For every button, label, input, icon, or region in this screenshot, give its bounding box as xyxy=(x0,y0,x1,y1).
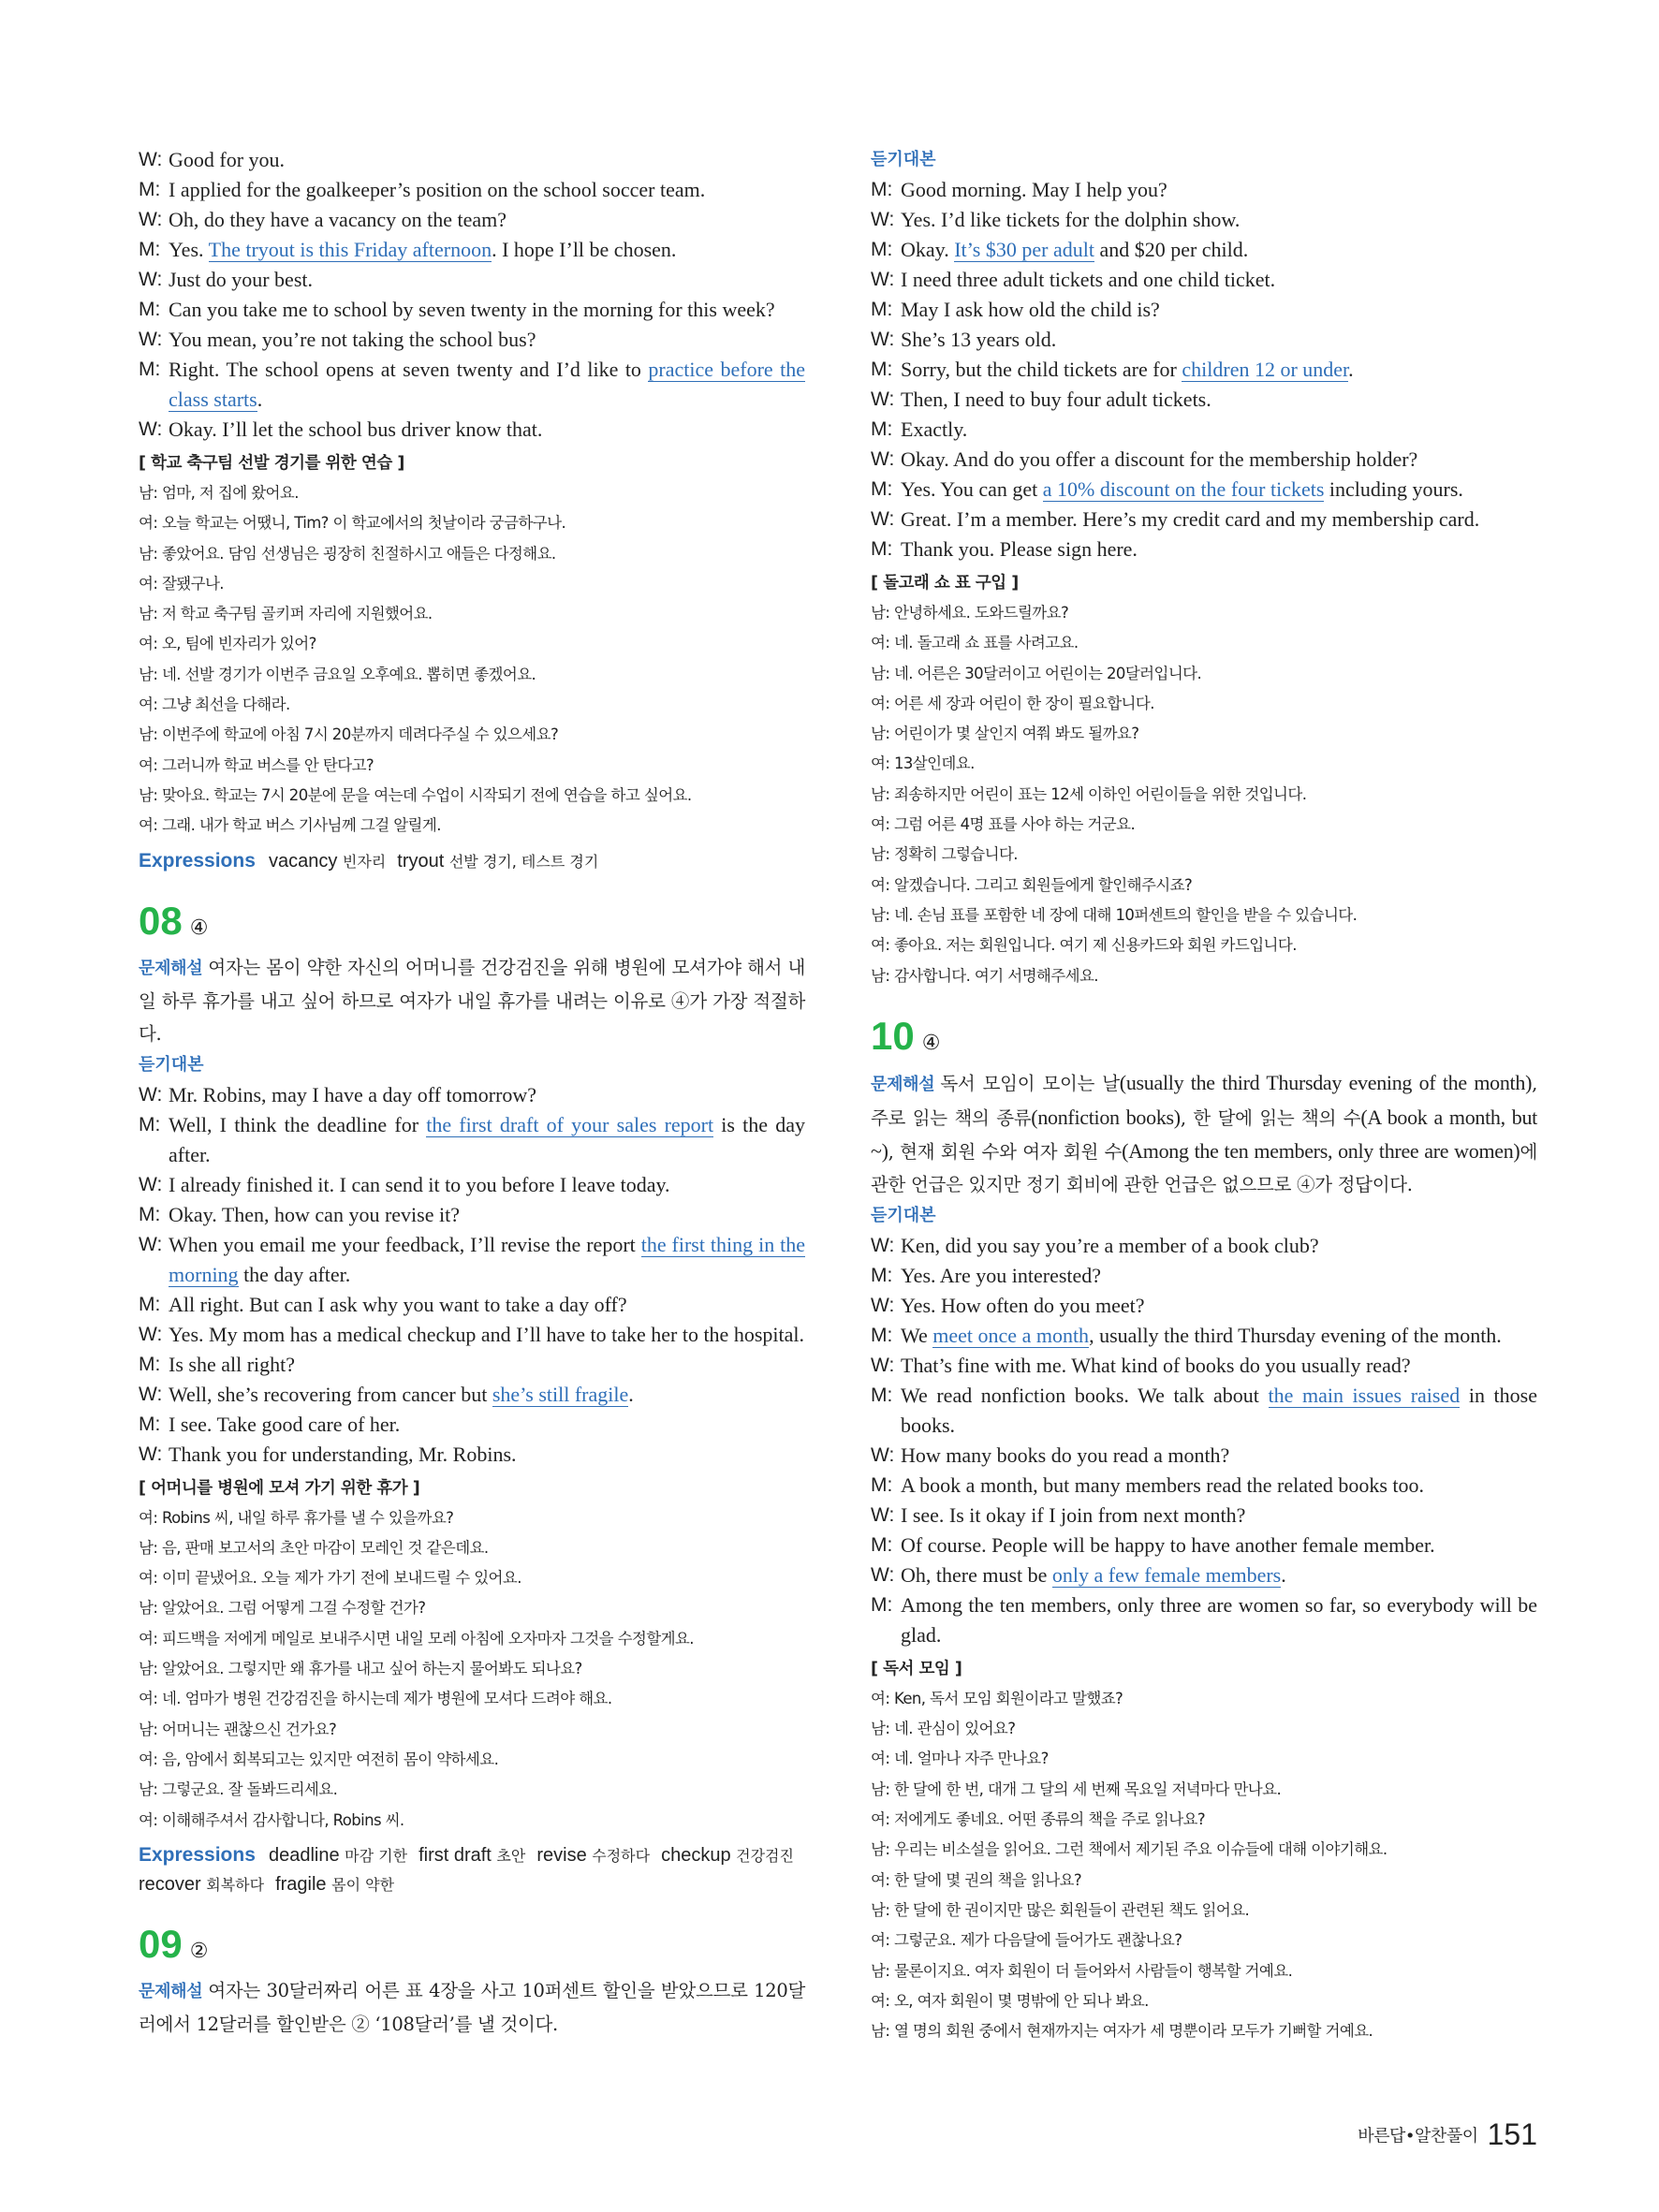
dialogue-text: Sorry, but the child tickets are for xyxy=(901,358,1182,381)
translation-line: 여: 알겠습니다. 그리고 회원들에게 할인해주시죠? xyxy=(871,875,1193,894)
explanation-fragment: , 현재 회원 수와 여자 회원 수 xyxy=(888,1140,1123,1163)
speaker-label: W: xyxy=(139,1323,163,1345)
dialogue-text: Right. The school opens at seven twenty and I’d like to xyxy=(169,358,649,381)
expression-term: tryout xyxy=(397,850,449,872)
dialogue-text: Can you take me to school by seven twenty in the morning for this week? xyxy=(169,298,775,321)
dialogue-line xyxy=(871,355,1537,385)
speaker-label: W: xyxy=(871,448,895,470)
translation-line: 여: 그러니까 학교 버스를 안 탄다고? xyxy=(139,755,374,774)
explanation-fragment: , 한 달에 읽는 책의 수 xyxy=(1180,1106,1361,1129)
translation-line: 여: 이해해주셔서 감사합니다, Robins 씨. xyxy=(139,1810,404,1829)
book-title: 바른답•알찬풀이 xyxy=(1358,2126,1478,2146)
dialogue-text: including yours. xyxy=(1324,477,1463,501)
key-phrase: a 10% discount on the four tickets xyxy=(1042,477,1325,501)
expression-term: first draft xyxy=(418,1844,497,1866)
translation-line: 여: 그렇군요. 제가 다음달에 들어가도 괜찮나요? xyxy=(871,1931,1182,1950)
dialogue-text: We xyxy=(901,1323,933,1347)
explanation-label: 문제해설 xyxy=(871,1074,935,1094)
translation-title: [ 독서 모임 ] xyxy=(871,1659,962,1678)
key-phrase: only a few female members xyxy=(1051,1562,1282,1587)
dialogue-text: A book a month, but many members read the related books too. xyxy=(901,1472,1425,1497)
explanation-fragment: 독서 모임이 모이는 날 xyxy=(940,1072,1120,1094)
speaker-label: M: xyxy=(139,1113,161,1135)
translation-line: 남: 우리는 비소설을 읽어요. 그런 책에서 제기된 주요 이슈들에 대해 이야기해요. xyxy=(871,1840,1387,1859)
dialogue-line xyxy=(871,1531,1537,1560)
translation-line: 남: 이번주에 학교에 아침 7시 20분까지 데려다주실 수 있으세요? xyxy=(139,725,559,744)
speaker-label: M: xyxy=(871,418,893,440)
translation-line: 남: 엄마, 저 집에 왔어요. xyxy=(139,484,299,502)
key-phrase: It’s $30 per adult xyxy=(954,238,1094,261)
dialogue-line xyxy=(871,1231,1537,1261)
dialogue-text: I see. Take good care of her. xyxy=(169,1412,401,1436)
dialogue-text: We read nonfiction books. We talk about xyxy=(901,1383,1269,1407)
dialogue-line xyxy=(139,415,805,445)
dialogue-text: Just do your best. xyxy=(169,268,313,291)
question-10-header xyxy=(871,1013,1537,1066)
dialogue-text: . xyxy=(257,388,263,411)
speaker-label: M: xyxy=(139,179,161,200)
translation-line: 여: 네. 엄마가 병원 건강검진을 하시는데 제가 병원에 모셔다 드려야 해요. xyxy=(139,1690,612,1708)
dialogue-line xyxy=(871,415,1537,445)
dialogue-text: . xyxy=(1348,358,1354,381)
translation-line: 남: 죄송하지만 어린이 표는 12세 이하인 어린이들을 위한 것입니다. xyxy=(871,784,1307,803)
translation-line: 남: 네. 관심이 있어요? xyxy=(871,1720,1016,1738)
speaker-label: M: xyxy=(139,1413,161,1435)
dialogue-dolphin-show xyxy=(871,175,1537,564)
dialogue-line xyxy=(871,205,1537,235)
translation-line: 여: 한 달에 몇 권의 책을 읽나요? xyxy=(871,1870,1082,1889)
dialogue-10 xyxy=(871,1231,1537,1650)
translation-line: 여: 저에게도 좋네요. 어떤 종류의 책을 주로 읽나요? xyxy=(871,1810,1206,1829)
dialogue-line xyxy=(139,355,805,415)
dialogue-text: I applied for the goalkeeper’s position on the school soccer team. xyxy=(169,178,706,201)
dialogue-line xyxy=(871,385,1537,415)
dialogue-line xyxy=(139,175,805,205)
expression-term: fragile xyxy=(275,1873,332,1895)
speaker-label: W: xyxy=(871,1443,895,1466)
translation-line: 남: 물론이지요. 여자 회원이 더 들어와서 사람들이 행복할 거예요. xyxy=(871,1961,1293,1980)
translation-line: 남: 감사합니다. 여기 서명해주세요. xyxy=(871,966,1098,985)
speaker-label: W: xyxy=(871,1563,895,1586)
dialogue-line xyxy=(871,1261,1537,1291)
question-08-header xyxy=(139,898,805,951)
dialogue-text: She’s 13 years old. xyxy=(901,328,1057,351)
dialogue-text: I see. Is it okay if I join from next month? xyxy=(901,1502,1246,1527)
speaker-label: W: xyxy=(139,1233,163,1255)
translation-line: 남: 네. 손님 표를 포함한 네 장에 대해 10퍼센트의 할인을 받을 수 있습니다. xyxy=(871,905,1358,924)
dialogue-text: Yes. How often do you meet? xyxy=(901,1293,1145,1317)
explanation-fragment: (nonfiction books) xyxy=(1031,1105,1181,1129)
dialogue-text: Exactly. xyxy=(901,417,968,441)
dialogue-line xyxy=(871,265,1537,295)
translation-title: [ 돌고래 쇼 표 구입 ] xyxy=(871,574,1019,593)
dialogue-text: Oh, do they have a vacancy on the team? xyxy=(169,208,507,231)
translation-line: 남: 정확히 그렇습니다. xyxy=(871,845,1018,864)
key-phrase: the first draft of your sales report xyxy=(426,1112,714,1136)
dialogue-text: Good morning. May I help you? xyxy=(901,178,1167,201)
translation-line: 여: 그래. 내가 학교 버스 기사님께 그걸 알릴게. xyxy=(139,816,441,835)
dialogue-line xyxy=(139,1440,805,1470)
speaker-label: W: xyxy=(139,1083,163,1106)
dialogue-line xyxy=(139,1350,805,1380)
expression-meaning: 마감 기한 xyxy=(345,1846,408,1865)
dialogue-text: Yes. You can get xyxy=(901,477,1043,501)
translation-title: [ 학교 축구팀 선발 경기를 위한 연습 ] xyxy=(139,454,404,473)
dialogue-text: Yes. I’d like tickets for the dolphin show. xyxy=(901,208,1241,231)
dialogue-text: Yes. Are you interested? xyxy=(901,1263,1102,1287)
key-phrase: meet once a month xyxy=(932,1323,1090,1347)
speaker-label: W: xyxy=(871,1503,895,1526)
expressions-label: Expressions xyxy=(139,1843,256,1866)
dialogue-line xyxy=(139,1170,805,1200)
question-09-header xyxy=(139,1921,805,1974)
dialogue-line xyxy=(139,1230,805,1290)
right-column xyxy=(871,145,1537,2046)
expression-term: revise xyxy=(536,1844,593,1866)
translation-line: 여: 좋아요. 저는 회원입니다. 여기 제 신용카드와 회원 카드입니다. xyxy=(871,936,1297,955)
key-phrase: she’s still fragile xyxy=(492,1382,629,1406)
speaker-label: M: xyxy=(871,299,893,320)
explanation-text: 여자는 30달러짜리 어른 표 4장을 사고 10퍼센트 할인을 받았으므로 120달러에서 12달러를 할인받은 ② ‘108달러’를 낼 것이다. xyxy=(139,1979,805,2035)
expression-meaning: 빈자리 xyxy=(342,852,387,871)
speaker-label: M: xyxy=(139,239,161,260)
dialogue-text: When you email me your feedback, I’ll revise the report xyxy=(169,1232,641,1256)
dialogue-text: Among the ten members, only three are women so far, so everybody will be glad. xyxy=(901,1592,1537,1647)
dialogue-text: Mr. Robins, may I have a day off tomorrow? xyxy=(169,1082,537,1106)
translation-line: 남: 맞아요. 학교는 7시 20분에 문을 여는데 수업이 시작되기 전에 연습을 하고 싶어요. xyxy=(139,785,692,804)
dialogue-text: I need three adult tickets and one child ticket. xyxy=(901,268,1276,291)
translation-line: 남: 네. 선발 경기가 이번주 금요일 오후예요. 뽑히면 좋겠어요. xyxy=(139,665,536,683)
dialogue-text: Oh, there must be xyxy=(901,1562,1052,1587)
key-phrase: The tryout is this Friday afternoon xyxy=(208,238,492,261)
translation-line: 여: 어른 세 장과 어린이 한 장이 필요합니다. xyxy=(871,694,1154,712)
translation-line: 남: 알았어요. 그렇지만 왜 휴가를 내고 싶어 하는지 물어봐도 되나요? xyxy=(139,1660,582,1678)
expression-meaning: 선발 경기, 테스트 경기 xyxy=(448,852,599,871)
dialogue-line xyxy=(139,265,805,295)
dialogue-text: Is she all right? xyxy=(169,1352,296,1376)
dialogue-text: I already finished it. I can send it to you before I leave today. xyxy=(169,1172,670,1196)
explanation-text xyxy=(871,1070,1538,1195)
translation-08 xyxy=(139,1503,805,1836)
translation-line: 남: 안녕하세요. 도와드릴까요? xyxy=(871,604,1069,622)
translation-line: 남: 음, 판매 보고서의 초안 마감이 모레인 것 같은데요. xyxy=(139,1538,489,1557)
speaker-label: W: xyxy=(871,329,895,350)
dialogue-text: Then, I need to buy four adult tickets. xyxy=(901,388,1211,411)
speaker-label: M: xyxy=(139,359,161,380)
translation-line: 남: 어머니는 괜찮으신 건가요? xyxy=(139,1720,337,1738)
translation-line: 남: 좋았어요. 담임 선생님은 굉장히 친절하시고 애들은 다정해요. xyxy=(139,544,556,563)
explanation-label: 문제해설 xyxy=(139,958,203,978)
translation-title: [ 어머니를 병원에 모셔 가기 위한 휴가 ] xyxy=(139,1478,420,1498)
expressions-list xyxy=(269,851,609,872)
dialogue-line xyxy=(871,295,1537,325)
dialogue-text: . xyxy=(628,1382,634,1406)
dialogue-line xyxy=(871,1291,1537,1321)
expression-meaning: 수정하다 xyxy=(592,1846,651,1865)
translation-line: 남: 한 달에 한 권이지만 많은 회원들이 관련된 책도 읽어요. xyxy=(871,1900,1250,1919)
translation-line: 여: 오, 여자 회원이 몇 명밖에 안 되나 봐요. xyxy=(871,1991,1149,2010)
dialogue-text: and $20 per child. xyxy=(1094,238,1249,261)
dialogue-text: is the day after. xyxy=(169,1112,805,1166)
dialogue-text: Well, I think the deadline for xyxy=(169,1112,427,1136)
expression-term: checkup xyxy=(661,1844,737,1866)
dialogue-line xyxy=(139,1320,805,1350)
translation-dolphin-show xyxy=(871,598,1537,991)
speaker-label: M: xyxy=(871,359,893,380)
translation-line: 여: 13살인데요. xyxy=(871,754,975,773)
expression-meaning: 건강검진 xyxy=(736,1846,794,1865)
dialogue-text: . xyxy=(1281,1562,1286,1587)
question-number: 10 xyxy=(871,1013,915,1058)
translation-line: 여: 피드백을 저에게 메일로 보내주시면 내일 모레 아침에 오자마자 그것을 수정할게요. xyxy=(139,1629,694,1648)
expressions-box xyxy=(139,1841,805,1899)
dialogue-text: Well, she’s recovering from cancer but xyxy=(169,1382,492,1406)
dialogue-line xyxy=(871,1501,1537,1531)
speaker-label: M: xyxy=(871,538,893,560)
translation-line: 여: Ken, 독서 모임 회원이라고 말했죠? xyxy=(871,1689,1123,1707)
translation-line: 여: 네. 얼마나 자주 만나요? xyxy=(871,1750,1049,1768)
translation-line: 여: 음, 암에서 회복되고는 있지만 여전히 몸이 약하세요. xyxy=(139,1750,499,1768)
speaker-label: W: xyxy=(139,149,163,170)
dialogue-line xyxy=(139,1200,805,1230)
speaker-label: W: xyxy=(871,269,895,290)
speaker-label: W: xyxy=(871,388,895,410)
translation-line: 남: 네. 어른은 30달러이고 어린이는 20달러입니다. xyxy=(871,664,1202,682)
dialogue-line xyxy=(871,1471,1537,1501)
question-08-explanation xyxy=(139,951,805,1050)
translation-line: 남: 그렇군요. 잘 돌봐드리세요. xyxy=(139,1780,338,1799)
dialogue-line xyxy=(871,445,1537,475)
dialogue-text: Thank you. Please sign here. xyxy=(901,537,1138,561)
question-number: 08 xyxy=(139,898,183,943)
dialogue-text: Okay. xyxy=(901,238,955,261)
explanation-label: 문제해설 xyxy=(139,1981,203,2001)
dialogue-text: Yes. xyxy=(169,238,209,261)
dialogue-text: Okay. Then, how can you revise it? xyxy=(169,1202,460,1226)
translation-line: 여: 오늘 학교는 어땠니, Tim? 이 학교에서의 첫날이라 궁금하구나. xyxy=(139,514,566,533)
speaker-label: M: xyxy=(871,1324,893,1346)
dialogue-line xyxy=(871,1590,1537,1650)
speaker-label: M: xyxy=(139,1353,161,1375)
dialogue-line xyxy=(139,1380,805,1410)
explanation-text: 여자는 몸이 약한 자신의 어머니를 건강검진을 위해 병원에 모셔가야 해서 내일 하루 휴가를 내고 싶어 하므로 여자가 내일 휴가를 내려는 이유로 ④가 가장 적절하다. xyxy=(139,956,805,1045)
speaker-label: W: xyxy=(139,1173,163,1195)
speaker-label: M: xyxy=(871,1473,893,1496)
dialogue-text: Thank you for understanding, Mr. Robins. xyxy=(169,1442,517,1466)
question-answer: ② xyxy=(189,1939,209,1963)
key-phrase: the main issues raised xyxy=(1268,1383,1461,1407)
speaker-label: M: xyxy=(871,1533,893,1556)
translation-10 xyxy=(871,1684,1537,2047)
speaker-label: M: xyxy=(871,1264,893,1286)
speaker-label: M: xyxy=(871,239,893,260)
speaker-label: M: xyxy=(871,1384,893,1406)
speaker-label: W: xyxy=(871,1234,895,1256)
translation-line: 남: 어린이가 몇 살인지 여쭤 봐도 될까요? xyxy=(871,725,1139,743)
translation-tryout xyxy=(139,478,805,842)
speaker-label: W: xyxy=(139,1383,163,1405)
dialogue-line xyxy=(871,1351,1537,1381)
dialogue-line xyxy=(139,1290,805,1320)
dialogue-line xyxy=(139,205,805,235)
question-number: 09 xyxy=(139,1921,183,1966)
dialogue-text: May I ask how old the child is? xyxy=(901,298,1160,321)
speaker-label: M: xyxy=(871,478,893,500)
expression-term: recover xyxy=(139,1873,207,1895)
speaker-label: M: xyxy=(139,299,161,320)
dialogue-text: Ken, did you say you’re a member of a book club? xyxy=(901,1233,1319,1257)
speaker-label: M: xyxy=(139,1203,161,1225)
expression-term: vacancy xyxy=(268,850,343,872)
dialogue-line xyxy=(139,325,805,355)
page-number: 151 xyxy=(1487,2117,1537,2151)
dialogue-08 xyxy=(139,1080,805,1470)
speaker-label: W: xyxy=(871,1294,895,1316)
dialogue-text: Of course. People will be happy to have another female member. xyxy=(901,1532,1435,1557)
dialogue-text: . I hope I’ll be chosen. xyxy=(492,238,677,261)
translation-line: 남: 열 명의 회원 중에서 현재까지는 여자가 세 명뿐이라 모두가 기뻐할 거예요. xyxy=(871,2022,1373,2041)
dialogue-line xyxy=(139,145,805,175)
dialogue-line xyxy=(871,1381,1537,1441)
question-answer: ④ xyxy=(189,916,209,940)
explanation-fragment: (Among the ten members, only three are women) xyxy=(1122,1138,1520,1163)
translation-line: 여: 네. 돌고래 쇼 표를 사려고요. xyxy=(871,634,1079,652)
question-10-explanation xyxy=(871,1066,1537,1201)
dialogue-text: How many books do you read a month? xyxy=(901,1443,1230,1467)
dialogue-line xyxy=(871,505,1537,535)
speaker-label: W: xyxy=(871,1354,895,1376)
dialogue-text: Good for you. xyxy=(169,148,286,171)
left-column xyxy=(139,145,805,2041)
expressions-label: Expressions xyxy=(139,849,256,872)
dialogue-text: That’s fine with me. What kind of books do you usually read? xyxy=(901,1353,1411,1377)
script-label: 듣기대본 xyxy=(139,1054,204,1075)
speaker-label: W: xyxy=(139,209,163,230)
dialogue-line xyxy=(871,235,1537,265)
dialogue-text: Yes. My mom has a medical checkup and I’ll have to take her to the hospital. xyxy=(169,1322,804,1346)
explanation-fragment: (A book a month, but ~) xyxy=(871,1105,1537,1163)
dialogue-text: , usually the third Thursday evening of the month. xyxy=(1089,1323,1502,1347)
key-phrase: practice before the class starts xyxy=(169,358,805,411)
dialogue-line xyxy=(139,295,805,325)
speaker-label: M: xyxy=(871,179,893,200)
expression-meaning: 초안 xyxy=(496,1846,526,1865)
speaker-label: W: xyxy=(871,508,895,530)
dialogue-line xyxy=(871,1321,1537,1351)
speaker-label: W: xyxy=(139,418,163,440)
translation-line: 여: Robins 씨, 내일 하루 휴가를 낼 수 있을까요? xyxy=(139,1508,454,1527)
speaker-label: W: xyxy=(871,209,895,230)
translation-line: 여: 잘됐구나. xyxy=(139,574,224,593)
expressions-box xyxy=(139,847,805,876)
translation-line: 여: 이미 끝냈어요. 오늘 제가 가기 전에 보내드릴 수 있어요. xyxy=(139,1569,521,1588)
explanation-fragment: , 주로 읽는 책의 종류 xyxy=(871,1072,1537,1129)
speaker-label: W: xyxy=(139,329,163,350)
page-footer xyxy=(1358,2117,1537,2152)
question-answer: ④ xyxy=(921,1031,941,1055)
explanation-fragment: (usually the third Thursday evening of the month) xyxy=(1119,1070,1533,1094)
expression-term: deadline xyxy=(268,1844,345,1866)
dialogue-text: in those books. xyxy=(901,1383,1537,1437)
dialogue-line xyxy=(871,1441,1537,1471)
dialogue-text: All right. But can I ask why you want to take a day off? xyxy=(169,1292,627,1316)
translation-line: 여: 그냥 최선을 다해라. xyxy=(139,696,290,714)
translation-line: 여: 오, 팀에 빈자리가 있어? xyxy=(139,635,316,653)
dialogue-line xyxy=(871,325,1537,355)
dialogue-line xyxy=(139,235,805,265)
dialogue-line xyxy=(139,1080,805,1110)
dialogue-tryout xyxy=(139,145,805,445)
speaker-label: W: xyxy=(139,1443,163,1465)
expression-meaning: 몸이 약한 xyxy=(331,1875,395,1894)
dialogue-text: You mean, you’re not taking the school bus? xyxy=(169,328,536,351)
speaker-label: M: xyxy=(871,1593,893,1616)
speaker-label: M: xyxy=(139,1293,161,1315)
expression-meaning: 회복하다 xyxy=(206,1875,265,1894)
translation-line: 남: 알았어요. 그럼 어떻게 그걸 수정할 건가? xyxy=(139,1599,426,1618)
key-phrase: the first thing in the morning xyxy=(169,1232,806,1286)
translation-line: 남: 저 학교 축구팀 골키퍼 자리에 지원했어요. xyxy=(139,605,433,623)
script-label: 듣기대본 xyxy=(871,150,936,169)
dialogue-text: Great. I’m a member. Here’s my credit card and my membership card. xyxy=(901,507,1480,531)
translation-line: 남: 한 달에 한 번, 대개 그 달의 세 번째 목요일 저녁마다 만나요. xyxy=(871,1780,1282,1798)
explanation-fragment: 에 관한 언급은 있지만 정기 회비에 관한 언급은 없으므로 ④가 정답이다. xyxy=(871,1140,1538,1195)
dialogue-line xyxy=(871,175,1537,205)
dialogue-line xyxy=(871,475,1537,505)
question-09-explanation xyxy=(139,1974,805,2041)
speaker-label: W: xyxy=(139,269,163,290)
dialogue-line xyxy=(139,1410,805,1440)
dialogue-line xyxy=(871,535,1537,564)
script-label: 듣기대본 xyxy=(871,1205,936,1225)
dialogue-line xyxy=(139,1110,805,1170)
dialogue-text: Okay. And do you offer a discount for the membership holder? xyxy=(901,447,1418,471)
dialogue-text: the day after. xyxy=(238,1262,351,1286)
dialogue-line xyxy=(871,1560,1537,1590)
dialogue-text: Okay. I’ll let the school bus driver know that. xyxy=(169,417,543,441)
translation-line: 여: 그럼 어른 4명 표를 사야 하는 거군요. xyxy=(871,815,1136,834)
key-phrase: children 12 or under xyxy=(1182,358,1349,381)
